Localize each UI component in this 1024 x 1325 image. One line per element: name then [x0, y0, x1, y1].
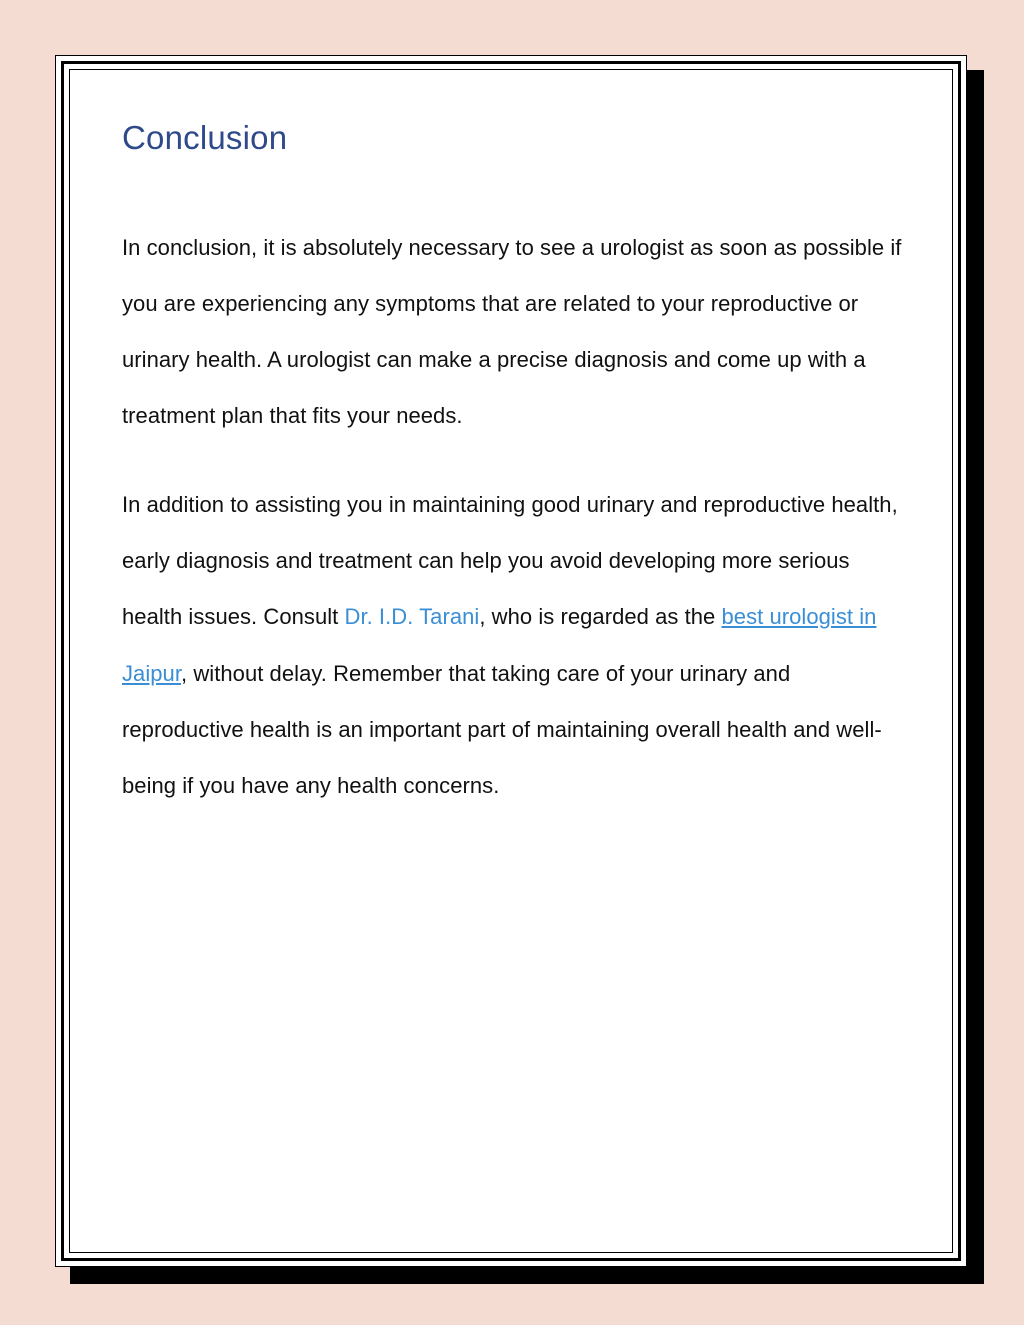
conclusion-paragraph: In conclusion, it is absolutely necessary to see a urologist as soon as possible if you are experiencing any symptoms that are related to your reproductive or urinary health. A urologist can make a precise diagnosis and come up with a treatment plan that fits your needs. [122, 234, 902, 429]
page-content [122, 118, 912, 815]
document-page [55, 55, 967, 1267]
best-urologist-link[interactable]: best urologist in Jaipur [122, 604, 877, 686]
advice-text-closing: , without delay. Remember that taking care of your urinary and reproductive health is an important part of maintaining overall health and well-being if you have any health concerns. [122, 660, 882, 799]
advice-text-middle: , who is regarded as the [479, 604, 722, 630]
advice-paragraph [122, 477, 912, 815]
advice-text-intro: In addition to assisting you in maintaining good urinary and reproductive health, early diagnosis and treatment can help you avoid developing more serious health issues. Consult [122, 491, 898, 630]
page-heading: Conclusion [122, 119, 288, 156]
doctor-link[interactable]: Dr. I.D. Tarani [344, 604, 480, 630]
